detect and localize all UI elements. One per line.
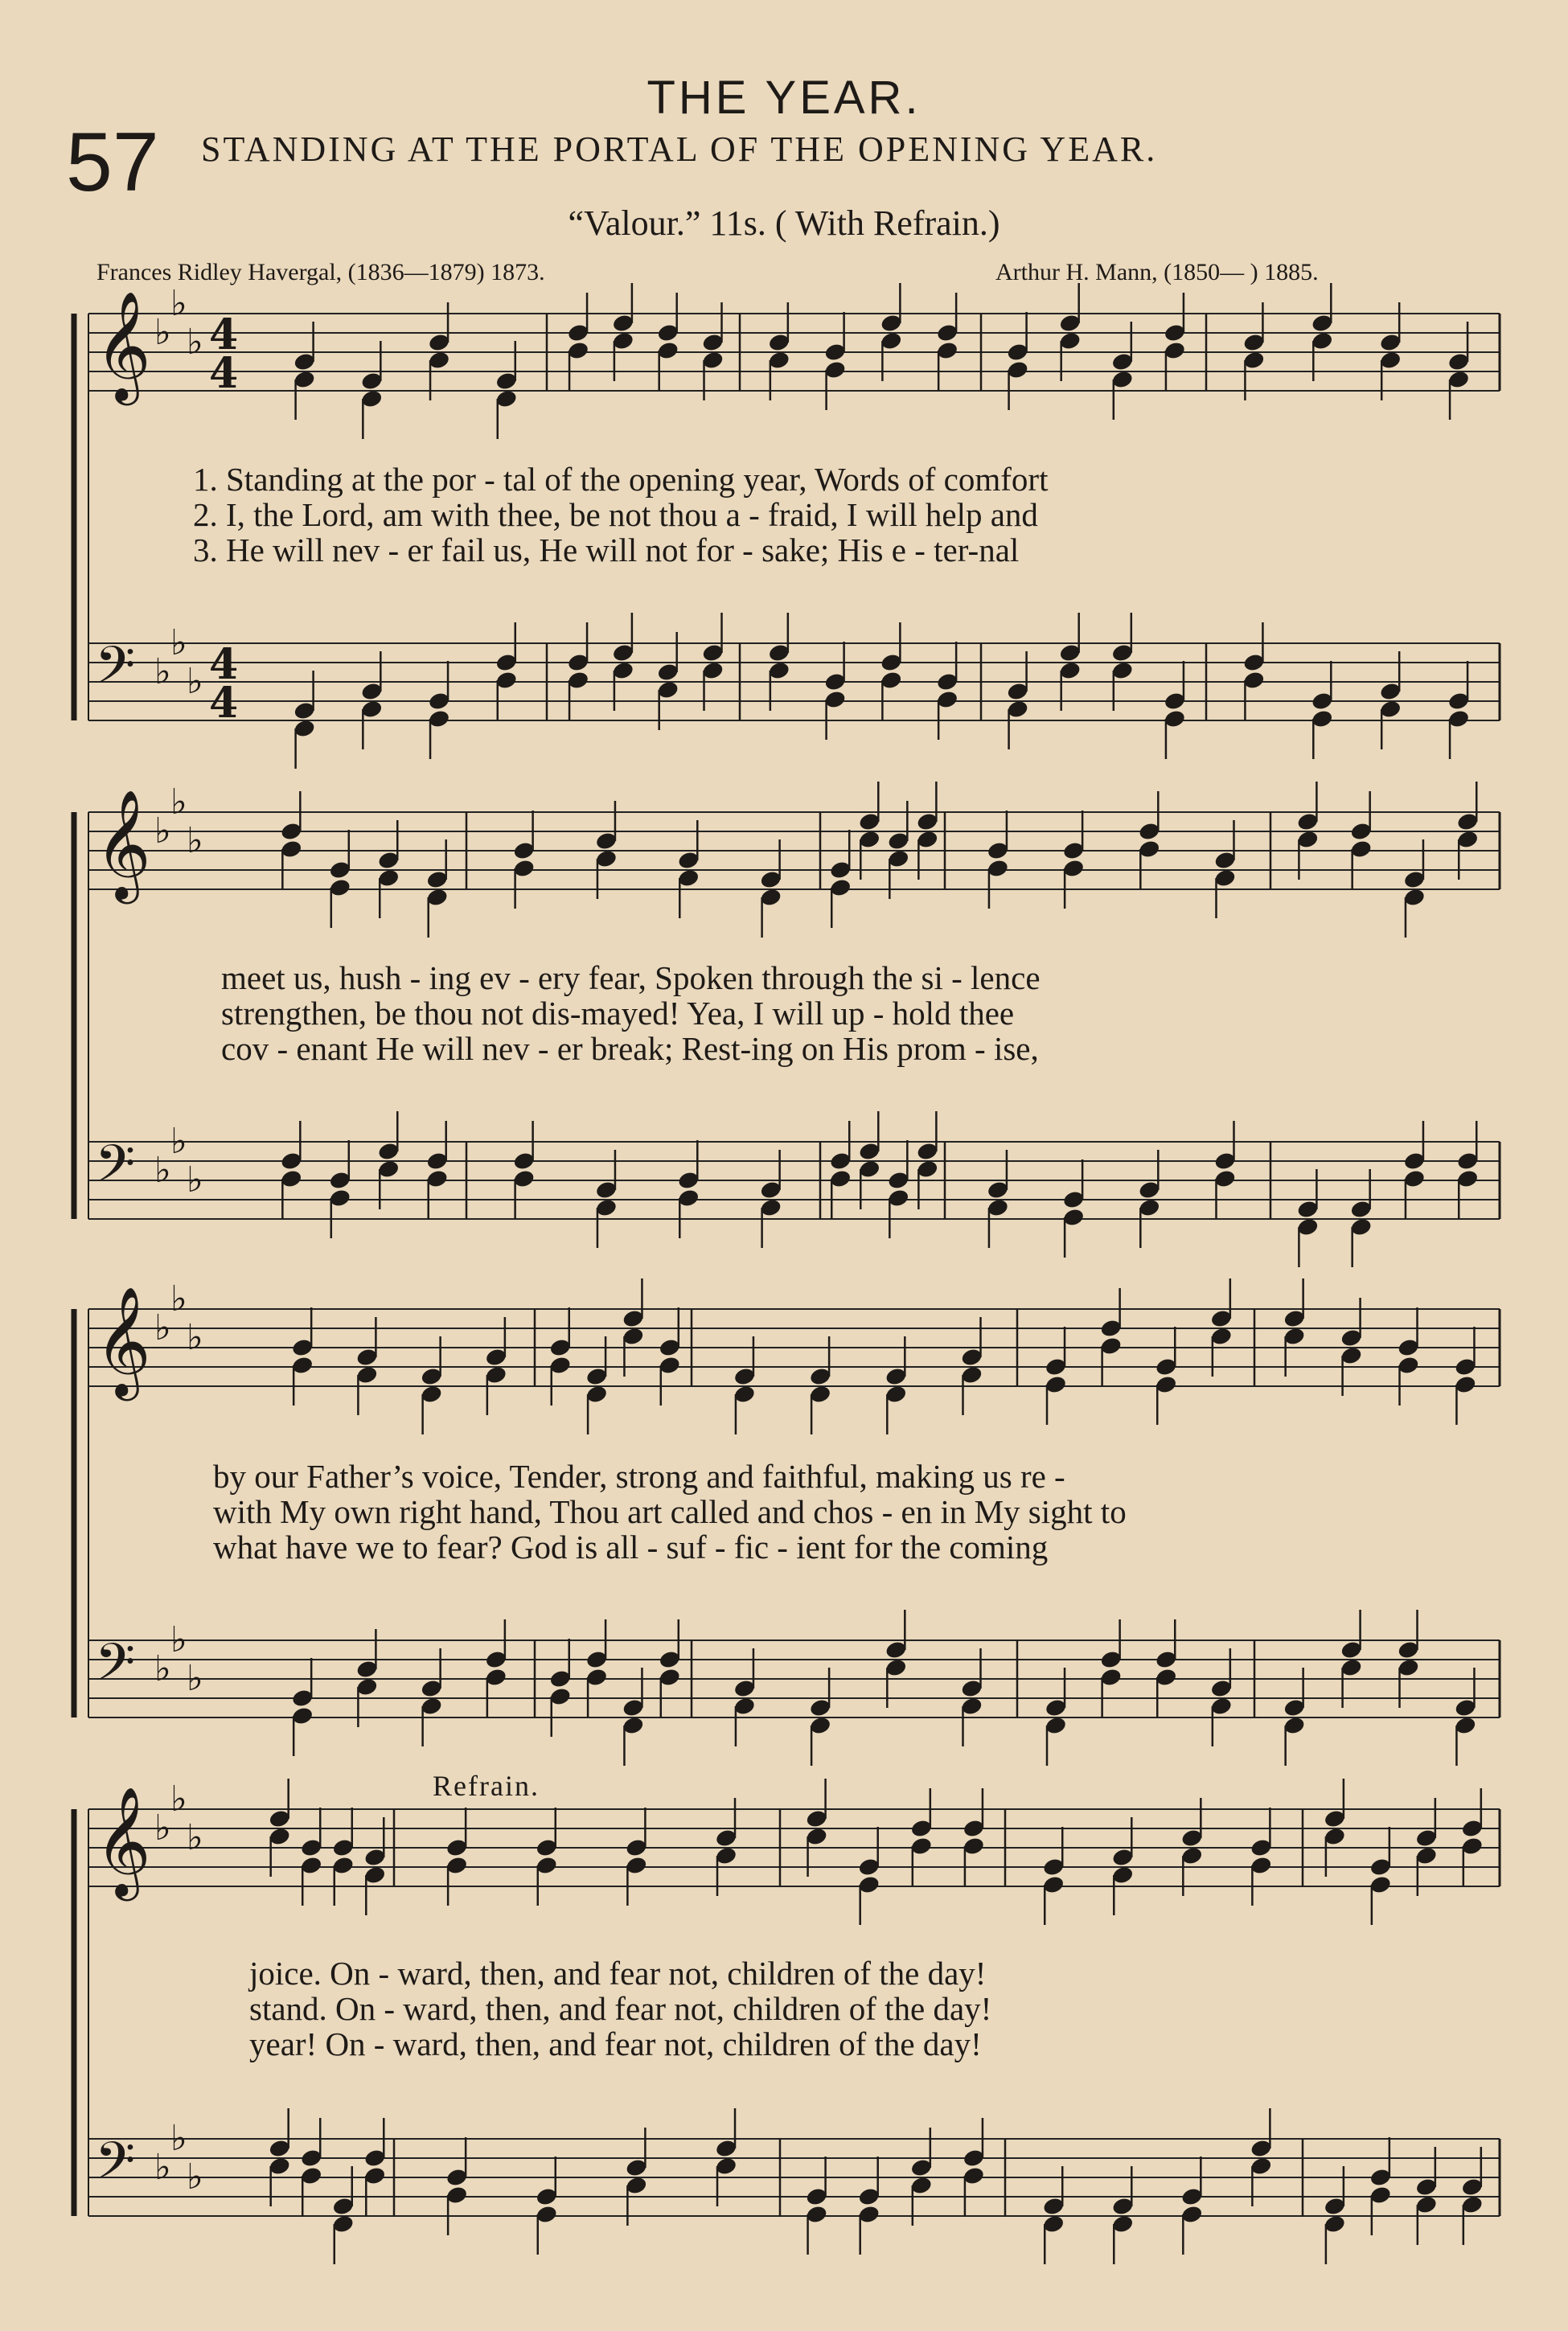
bass-staff	[88, 1610, 1500, 1766]
flat-icon: ♭	[170, 1121, 187, 1162]
lyric-line: strengthen, be thou not dis-mayed! Yea, I will up - hold thee	[221, 995, 1015, 1032]
flat-icon: ♭	[170, 1278, 187, 1319]
time-signature-digit: 4	[209, 640, 239, 689]
treble-clef-icon: 𝄞	[95, 289, 151, 400]
lyric-line: joice. On - ward, then, and fear not, children of the day!	[249, 1955, 987, 1992]
flat-icon: ♭	[154, 1808, 171, 1849]
hymn-number: 57	[66, 116, 159, 209]
bass-clef-icon: 𝄢	[95, 1633, 136, 1705]
lyric-line: year! On - ward, then, and fear not, children of the day!	[249, 2025, 982, 2062]
flat-icon: ♭	[187, 1317, 203, 1358]
flat-icon: ♭	[170, 2118, 187, 2159]
lyric-line: cov - enant He will nev - er break; Rest-ing on His prom - ise,	[221, 1030, 1039, 1067]
treble-staff	[88, 283, 1500, 439]
flat-icon: ♭	[154, 1150, 171, 1191]
flat-icon: ♭	[187, 1817, 203, 1858]
lyric-line: meet us, hush - ing ev - ery fear, Spoken through the si - lence	[221, 959, 1041, 996]
tune-line: “Valour.” 11s. ( With Refrain.)	[568, 203, 1000, 243]
lyric-line: what have we to fear? God is all - suf - fic - ient for the coming	[213, 1529, 1049, 1566]
flat-icon: ♭	[170, 1619, 187, 1660]
treble-staff	[88, 1278, 1500, 1434]
bass-clef-icon: 𝄢	[95, 2132, 136, 2204]
flat-icon: ♭	[187, 1658, 203, 1699]
flat-icon: ♭	[187, 820, 203, 861]
music-system	[74, 314, 88, 720]
refrain-label: Refrain.	[433, 1770, 540, 1802]
music-system	[74, 812, 88, 1219]
lyric-line: 3. He will nev - er fail us, He will not for - sake; His e - ter-nal	[193, 531, 1020, 568]
treble-clef-icon: 𝄞	[95, 788, 151, 899]
section-title: THE YEAR.	[646, 72, 922, 124]
lyric-line: with My own right hand, Thou art called and chos - en in My sight to	[213, 1493, 1127, 1530]
treble-clef-icon: 𝄞	[95, 1285, 151, 1396]
flat-icon: ♭	[154, 1648, 171, 1689]
bass-staff	[88, 1111, 1500, 1267]
flat-icon: ♭	[154, 811, 171, 852]
music-system	[74, 1809, 88, 2216]
flat-icon: ♭	[187, 2157, 203, 2198]
flat-icon: ♭	[170, 782, 187, 823]
flat-icon: ♭	[170, 283, 187, 324]
time-signature-digit: 4	[209, 310, 239, 359]
flat-icon: ♭	[154, 312, 171, 353]
lyric-line: 1. Standing at the por - tal of the opening year, Words of comfort	[193, 461, 1049, 498]
credit-words: Frances Ridley Havergal, (1836—1879) 1873.	[96, 259, 545, 285]
flat-icon: ♭	[187, 1159, 203, 1200]
treble-staff	[88, 1779, 1500, 1925]
bass-staff	[88, 2108, 1500, 2264]
flat-icon: ♭	[187, 322, 203, 363]
treble-clef-icon: 𝄞	[95, 1785, 151, 1896]
flat-icon: ♭	[170, 1779, 187, 1820]
flat-icon: ♭	[154, 651, 171, 692]
lyric-line: by our Father’s voice, Tender, strong and faithful, making us re -	[213, 1458, 1065, 1495]
bass-clef-icon: 𝄢	[95, 636, 136, 708]
flat-icon: ♭	[154, 1307, 171, 1348]
bass-clef-icon: 𝄢	[95, 1135, 136, 1207]
flat-icon: ♭	[170, 622, 187, 663]
flat-icon: ♭	[154, 2147, 171, 2188]
time-signature-digit: 4	[209, 349, 239, 398]
bass-staff	[88, 613, 1500, 769]
credit-music: Arthur H. Mann, (1850— ) 1885.	[995, 259, 1319, 285]
hymn-title: STANDING AT THE PORTAL OF THE OPENING YEAR.	[201, 129, 1158, 169]
treble-staff	[88, 782, 1500, 938]
time-signature-digit: 4	[209, 679, 239, 728]
flat-icon: ♭	[187, 661, 203, 702]
lyric-line: stand. On - ward, then, and fear not, children of the day!	[249, 1990, 992, 2027]
music-system	[74, 1309, 88, 1717]
lyric-line: 2. I, the Lord, am with thee, be not thou a - fraid, I will help and	[193, 496, 1038, 533]
